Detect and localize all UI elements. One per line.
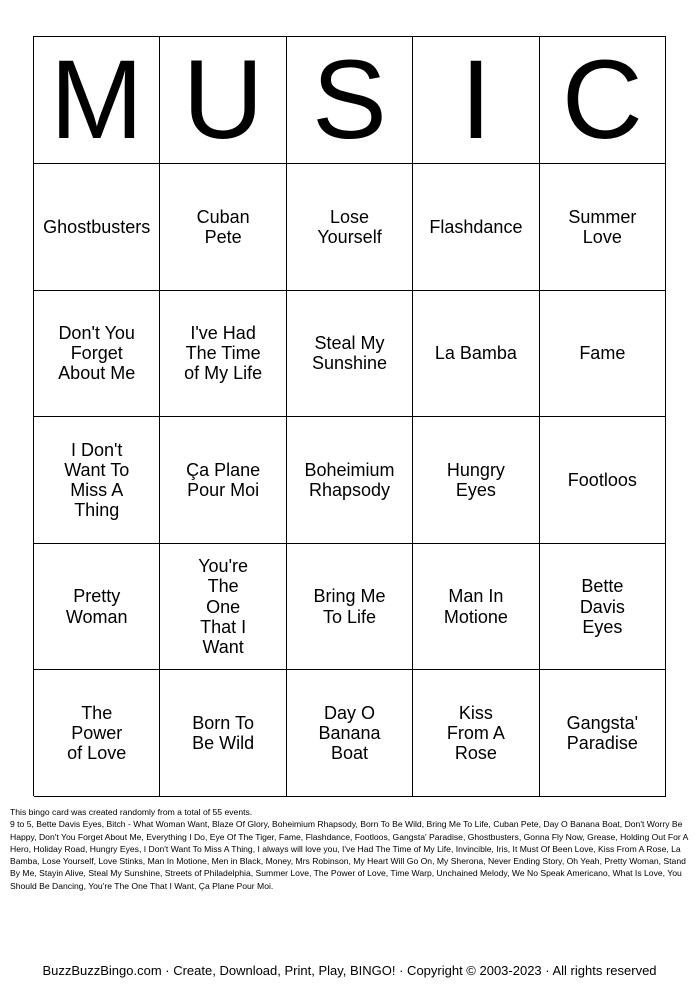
cell-text: Fame [579,343,626,364]
cell-text: Summer Love [568,206,637,247]
cell-text: Lose Yourself [317,206,382,247]
cell-text: I Don't Want To Miss A Thing [64,439,130,521]
card-summary: This bingo card was created randomly from a total of 55 events. [10,807,253,817]
bingo-row-1 [34,164,666,291]
header-letter-m: M [34,37,160,164]
bingo-row-5 [34,670,666,797]
bingo-cell [413,417,539,544]
cell-text: Bette Davis Eyes [579,576,625,637]
bingo-cell [540,291,666,418]
bingo-cell [34,544,160,671]
site-footer: BuzzBuzzBingo.com · Create, Download, Print, Play, BINGO! · Copyright © 2003-2023 · All rights reserved [42,963,657,978]
bingo-cell [287,417,413,544]
bingo-cell [413,164,539,291]
cell-text: The Power of Love [67,702,127,764]
cell-text: Cuban Pete [196,206,250,247]
cell-text: Gangsta' Paradise [566,713,639,754]
cell-text: Hungry Eyes [446,459,505,500]
header-letter-i: I [413,37,539,164]
bingo-cell [540,670,666,797]
bingo-cell [160,670,286,797]
cell-text: You're The One That I Want [198,556,249,657]
bingo-row-4 [34,544,666,671]
cell-text: I've Had The Time of My Life [184,323,263,384]
bingo-cell [287,164,413,291]
bingo-cell [160,417,286,544]
bingo-cell [287,670,413,797]
event-list: 9 to 5, Bette Davis Eyes, Bitch - What Woman Want, Blaze Of Glory, Boheimium Rhapsody, Born To Be Wild, Bring Me To Life, Cuban Pete, Day O Banana Boat, Don't Worry Be Happy, Don't You Forget About Me, Everything I Do, Eye Of The Tiger, Fame, Flashdance, Footloos, Gangsta' Paradise, Ghostbusters, Gonna Fly Now, Grease, Holding Out For A Hero, Holiday Road, Hungry Eyes, I Don't Want To Miss A Thing, I always will love you, I've Had The Time of My Life, Invincible, Iris, It Must Of Been Love, Kiss From A Rose, La Bamba, Lose Yourself, Love Stinks, Man In Motione, Men in Black, Money, Mrs Robinson, My Heart Will Go On, My Sherona, Never Ending Story, Oh Yeah, Pretty Woman, Stand By Me, Stayin Alive, Steal My Sunshine, Streets of Philadelphia, Summer Love, The Power of Love, Time Warp, Unchained Melody, We No Speak Americano, What Is Love, You Should Be Dancing, You're The One That I Want, Ça Plane Pour Moi. [10,819,688,891]
cell-text: Born To Be Wild [192,713,255,754]
cell-text: Pretty Woman [65,586,128,627]
cell-text: Bring Me To Life [313,586,386,627]
cell-text: Don't You Forget About Me [58,323,136,384]
cell-text: Kiss From A Rose [446,702,505,764]
cell-text: La Bamba [434,343,517,364]
header-letter-c: C [540,37,666,164]
cell-text: Steal My Sunshine [311,333,388,374]
bingo-cell [540,544,666,671]
bingo-cell [287,544,413,671]
cell-text: Day O Banana Boat [318,702,381,764]
bingo-row-2 [34,291,666,418]
bingo-cell [540,417,666,544]
bingo-card [33,36,666,796]
bingo-cell [34,164,160,291]
bingo-header-row [34,37,666,164]
bingo-cell [34,670,160,797]
bingo-cell [540,164,666,291]
bingo-cell [413,544,539,671]
bingo-row-3 [34,417,666,544]
card-notes [10,806,690,892]
bingo-cell [413,670,539,797]
cell-text: Flashdance [429,216,523,237]
cell-text: Ghostbusters [43,216,151,237]
bingo-cell [413,291,539,418]
bingo-cell [160,164,286,291]
bingo-cell [34,417,160,544]
cell-text: Footloos [567,469,637,490]
bingo-cell [160,544,286,671]
bingo-cell [287,291,413,418]
cell-text: Ça Plane Pour Moi [186,459,261,500]
header-letter-u: U [160,37,286,164]
header-letter-s: S [287,37,413,164]
bingo-cell [160,291,286,418]
cell-text: Man In Motione [443,586,508,627]
cell-text: Boheimium Rhapsody [304,459,395,500]
bingo-cell [34,291,160,418]
